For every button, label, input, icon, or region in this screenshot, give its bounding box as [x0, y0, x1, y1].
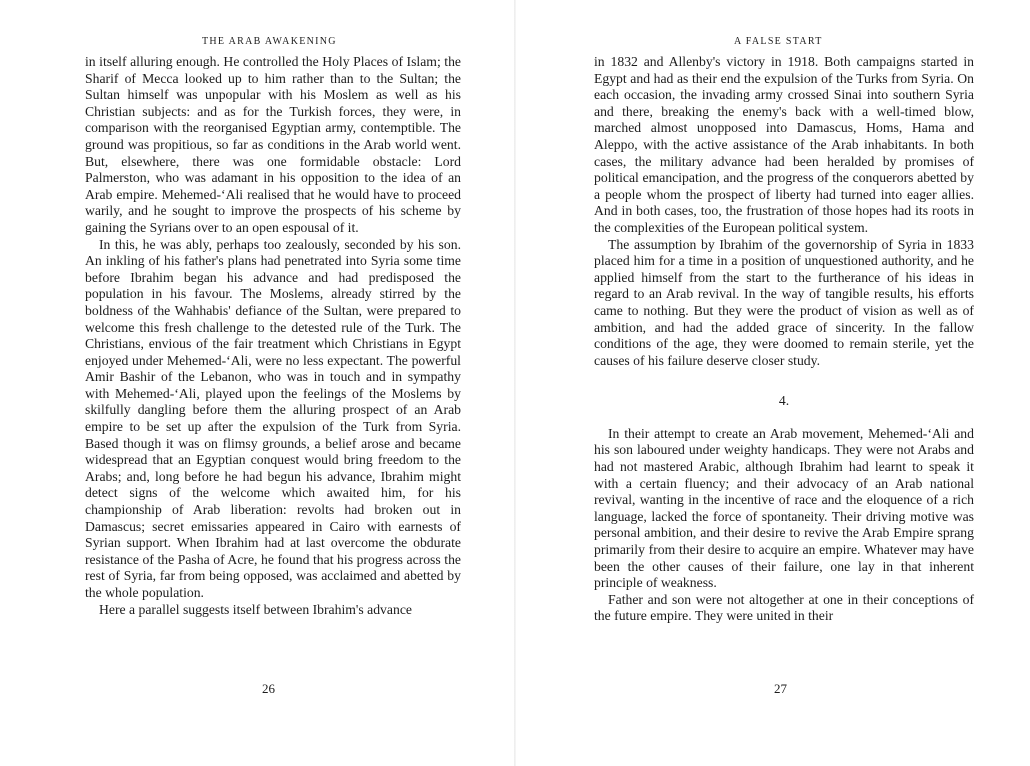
page-number-left: 26: [262, 681, 275, 696]
running-head-left: THE ARAB AWAKENING: [202, 36, 337, 47]
left-page: [0, 0, 514, 766]
left-page-body: [85, 54, 461, 618]
right-page-body: [594, 54, 974, 625]
paragraph: in 1832 and Allenby's victory in 1918. Both campaigns started in Egypt and had as their end the expulsion of the Turks from Syria. On each occasion, the invading army crossed Sinai into southern Syria and there, breaking the enemy's back with a well-timed blow, marched almost unopposed into Damascus, Homs, Hama and Aleppo, with the active assistance of the Arab inhabitants. In both cases, the military advance had been heralded by promises of political emancipation, and the progress of the conquerors abetted by a people whom the prospect of liberty had turned into eager allies. And in both cases, too, the frustration of those hopes had its roots in the complexities of the European political system.: [594, 54, 974, 235]
paragraph: In this, he was ably, perhaps too zealously, seconded by his son. An inkling of his father's plans had penetrated into Syria some time before Ibrahim began his advance and had predisposed the population in his favour. The Moslems, already stirred by the boldness of the Wahhabis' defiance of the Sultan, were prepared to welcome this fresh challenge to the detested rule of the Turk. The Christians, envious of the fair treatment which Christians in Egypt enjoyed under Mehemed-‘Ali, were no less expectant. The powerful Amir Bashir of the Lebanon, who was in touch and in sympathy with Mehemed-‘Ali, played upon the feelings of the Moslems by skilfully dangling before them the alluring prospect of an Arab empire to be set up after the expulsion of the Turk from Syria. Based though it was on flimsy grounds, a belief arose and became widespread that an Egyptian conquest would bring freedom to the Arabs; and, long before he had begun his advance, Ibrahim might detect signs of the welcome which awaited him, for his championship of Arab liberation: revolts had broken out in Damascus; secret emissaries appeared in Cairo with earnests of Syrian support. When Ibrahim had at last overcome the obdurate resistance of the Pasha of Acre, he found that his progress across the rest of Syria, far from being opposed, was acclaimed and abetted by the whole population.: [85, 236, 461, 600]
paragraph: in itself alluring enough. He controlled the Holy Places of Islam; the Sharif of Mecca looked up to him rather than to the Sultan; the Sultan himself was unpopular with his Moslem as well as his Christian subjects: and as for the Turkish forces, they were, in comparison with the reorganised Egyptian army, contemptible. The ground was propitious, so far as conditions in the Arab world went. But, elsewhere, there was one formidable obstacle: Lord Palmerston, who was adamant in his opposition to the idea of an Arab empire. Mehemed-‘Ali realised that he would have to proceed warily, and he sought to improve the prospects of his scheme by gaining the Syrians over to an open espousal of it.: [85, 54, 461, 235]
section-number: 4.: [778, 393, 790, 409]
paragraph: The assumption by Ibrahim of the governorship of Syria in 1833 placed him for a time in a position of unquestioned authority, and he applied himself from the start to the furtherance of his ideas in regard to an Arab revival. In the way of tangible results, his efforts came to nothing. But they were the product of vision as well as of ambition, and had the added grace of sincerity. In the fallow conditions of the age, they were doomed to remain sterile, yet the causes of his failure deserve closer study.: [594, 236, 974, 368]
running-head-right: A FALSE START: [734, 36, 823, 47]
page-number-right: 27: [774, 681, 787, 696]
right-page: [516, 0, 1030, 766]
paragraph: Father and son were not altogether at one in their conceptions of the future empire. They were united in their: [594, 591, 974, 624]
paragraph: Here a parallel suggests itself between Ibrahim's advance: [99, 601, 412, 617]
paragraph: In their attempt to create an Arab movement, Mehemed-‘Ali and his son laboured under weighty handicaps. They were not Arabs and had not mastered Arabic, although Ibrahim had learnt to speak it with a certain fluency; and their advocacy of an Arab national revival, wanting in the incentive of race and the eloquence of a rich language, lacked the force of spontaneity. Their driving motive was personal ambition, and their desire to revive the Arab Empire sprang primarily from their desire to acquire an empire. Whatever may have been the other causes of their failure, one lay in that inherent principle of weakness.: [594, 425, 974, 591]
